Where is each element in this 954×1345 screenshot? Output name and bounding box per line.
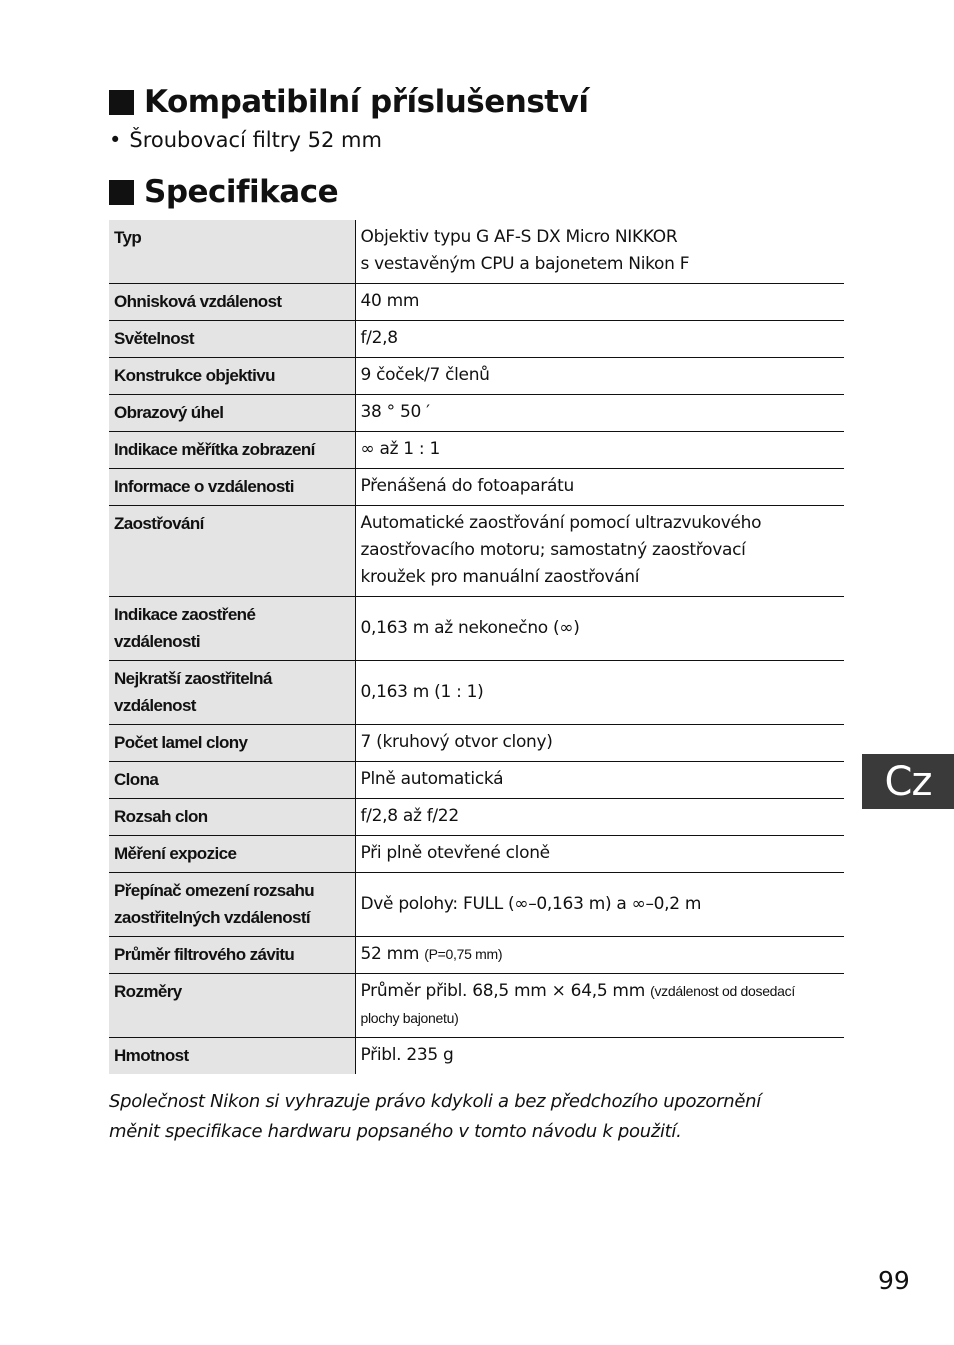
spec-label: Počet lamel clony [109,725,355,762]
spec-row-aperture [109,321,844,358]
spec-label: Konstrukce objektivu [109,358,355,395]
page-number: 99 [878,1266,910,1295]
bullet-icon: • [109,128,122,152]
disclaimer-note: Společnost Nikon si vyhrazuje právo kdykoli a bez předchozího upozornění měnit specifikace hardwaru popsaného v tomto návodu k použití. [109,1091,761,1142]
specifications-heading [109,174,338,210]
spec-label: Zaostřování [109,506,355,597]
spec-row-focus-limit-switch [109,873,844,937]
spec-row-angle-of-view [109,395,844,432]
spec-label: Indikace zaostřené vzdálenosti [109,597,355,661]
spec-value: Automatické zaostřování pomocí ultrazvukového zaostřovacího motoru; samostatný zaostřovací kroužek pro manuální zaostřování [360,513,762,587]
spec-label: Nejkratší zaostřitelná vzdálenost [109,661,355,725]
spec-label: Rozměry [109,974,355,1038]
spec-row-diaphragm-blades [109,725,844,762]
spec-label: Průměr filtrového závitu [109,937,355,974]
spec-row-dimensions [109,974,844,1038]
spec-label: Clona [109,762,355,799]
spec-row-metering [109,836,844,873]
compatible-accessories-title: Kompatibilní příslušenství [144,84,589,120]
spec-row-type [109,220,844,284]
spec-value: 7 (kruhový otvor clony) [360,732,553,752]
spec-value: f/2,8 až f/22 [360,806,459,826]
accessory-text: Šroubovací filtry 52 mm [129,128,382,152]
spec-row-reproduction-ratio [109,432,844,469]
spec-label: Světelnost [109,321,355,358]
spec-row-distance-info [109,469,844,506]
spec-row-aperture-range [109,799,844,836]
dimension-note-continued: plochy bajonetu) [360,1010,459,1026]
spec-value: Přenášená do fotoaparátu [360,476,574,496]
spec-row-lens-construction [109,358,844,395]
spec-value: 38 ° 50 ′ [360,402,430,422]
dimension-note: (vzdálenost od dosedací [650,983,795,999]
spec-value: 40 mm [360,291,420,311]
spec-label: Měření expozice [109,836,355,873]
spec-value: 9 čoček/7 členů [360,365,490,385]
spec-value: 52 mm (P=0,75 mm) [360,944,503,964]
spec-value: ∞ až 1 : 1 [360,439,440,459]
accessory-list-item [109,128,382,152]
spec-value: Průměr přibl. 68,5 mm × 64,5 mm (vzdálenost od dosedací plochy bajonetu) [355,974,844,1038]
spec-row-focal-length [109,284,844,321]
spec-row-filter-size [109,937,844,974]
language-tab: Cz [862,754,954,809]
spec-row-focusing [109,506,844,597]
spec-label: Hmotnost [109,1038,355,1075]
spec-label: Informace o vzdálenosti [109,469,355,506]
spec-value: Dvě polohy: FULL (∞–0,163 m) a ∞–0,2 m [360,893,702,914]
specifications-table [109,220,844,1074]
spec-value: 0,163 m až nekonečno (∞) [360,617,580,638]
spec-value: Přibl. 235 g [360,1045,454,1065]
spec-label: Indikace měřítka zobrazení [109,432,355,469]
spec-value: 0,163 m (1 : 1) [360,681,484,702]
section-square-icon [109,90,134,115]
compatible-accessories-heading [109,84,588,120]
spec-label: Přepínač omezení rozsahu zaostřitelných vzdáleností [109,873,355,937]
specifications-title: Specifikace [144,174,339,210]
spec-value: f/2,8 [360,328,398,348]
spec-label: Typ [109,220,355,284]
section-square-icon [109,180,134,205]
spec-label: Ohnisková vzdálenost [109,284,355,321]
spec-value: Při plně otevřené cloně [360,843,550,863]
spec-value: Objektiv typu G AF-S DX Micro NIKKOR s vestavěným CPU a bajonetem Nikon F [360,227,690,274]
spec-value: Plně automatická [360,769,504,789]
spec-row-weight [109,1038,844,1075]
spec-label: Obrazový úhel [109,395,355,432]
spec-row-closest-focus [109,661,844,725]
thread-pitch-note: (P=0,75 mm) [424,946,503,962]
spec-row-focus-distance-scale [109,597,844,661]
spec-label: Rozsah clon [109,799,355,836]
spec-row-diaphragm [109,762,844,799]
